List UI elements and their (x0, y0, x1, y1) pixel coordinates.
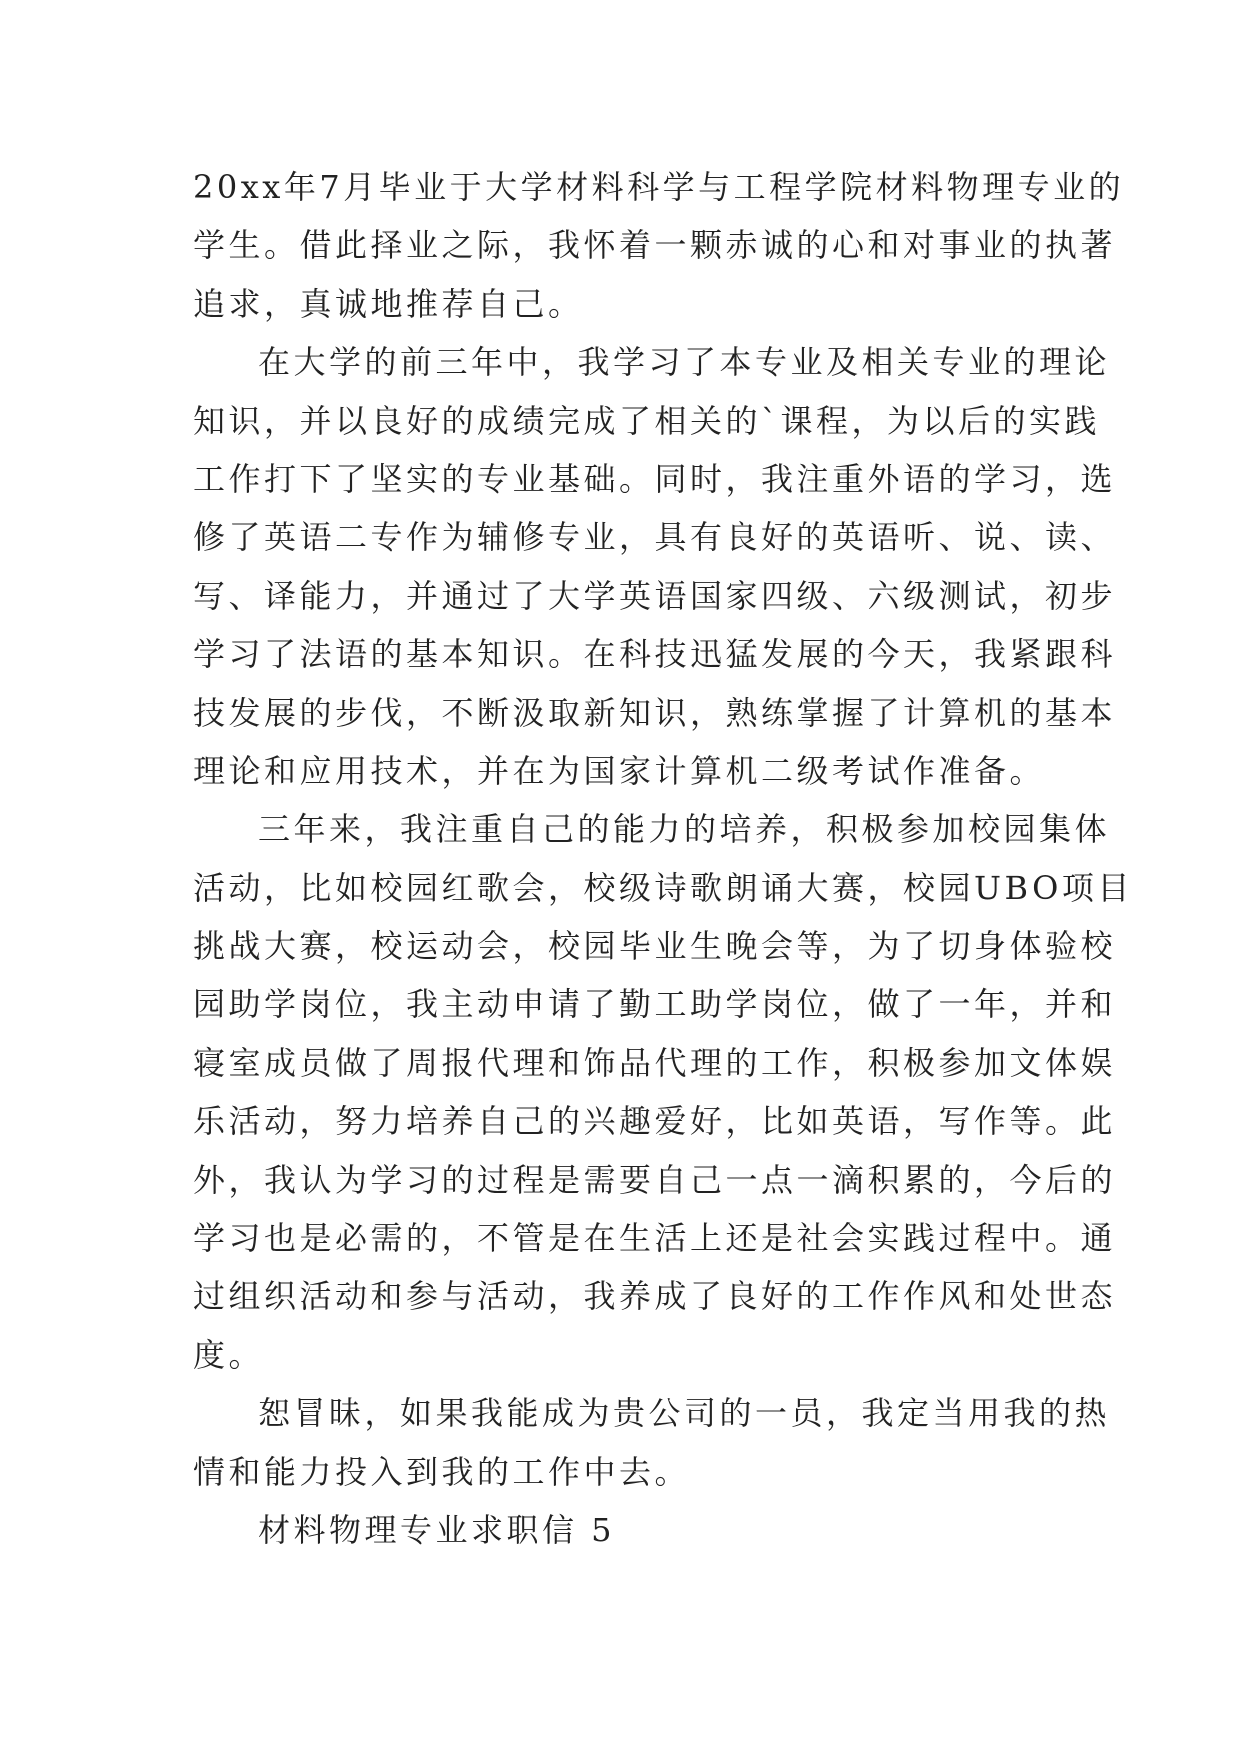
text-line: 修了英语二专作为辅修专业，具有良好的英语听、说、读、 (193, 518, 1117, 557)
paragraph-4 (193, 1384, 1111, 1501)
paragraph-1 (193, 158, 1125, 333)
text-line: 技发展的步伐，不断汲取新知识，熟练掌握了计算机的基本 (193, 693, 1117, 732)
text-line: 三年来，我注重自己的能力的培养，积极参加校园集体 (258, 810, 1111, 849)
text-line: 恕冒昧，如果我能成为贵公司的一员，我定当用我的热 (258, 1394, 1111, 1433)
text-line: 在大学的前三年中，我学习了本专业及相关专业的理论 (258, 343, 1111, 382)
text-line: 学习了法语的基本知识。在科技迅猛发展的今天，我紧跟科 (193, 635, 1117, 674)
text-line: 外，我认为学习的过程是需要自己一点一滴积累的，今后的 (193, 1160, 1117, 1199)
text-line: 过组织活动和参与活动，我养成了良好的工作作风和处世态 (193, 1277, 1117, 1316)
text-line: 理论和应用技术，并在为国家计算机二级考试作准备。 (193, 751, 1046, 790)
document-body (193, 158, 1133, 1559)
text-line: 20xx年7月毕业于大学材料科学与工程学院材料物理专业的 (193, 168, 1125, 206)
paragraph-3 (193, 800, 1133, 1384)
text-line: 追求，真诚地推荐自己。 (193, 284, 584, 323)
heading-text: 材料物理专业求职信 5 (258, 1510, 616, 1549)
text-line: 工作打下了坚实的专业基础。同时，我注重外语的学习，选 (193, 459, 1117, 498)
text-line: 乐活动，努力培养自己的兴趣爱好，比如英语，写作等。此 (193, 1102, 1117, 1141)
text-line: 挑战大赛，校运动会，校园毕业生晚会等，为了切身体验校 (193, 927, 1117, 966)
text-line: 知识，并以良好的成绩完成了相关的`课程，为以后的实践 (193, 401, 1101, 440)
section-heading (193, 1501, 1073, 1559)
text-line: 寝室成员做了周报代理和饰品代理的工作，积极参加文体娱 (193, 1043, 1117, 1082)
text-line: 活动，比如校园红歌会，校级诗歌朗诵大赛，校园UBO项目 (193, 868, 1133, 907)
text-line: 度。 (193, 1335, 265, 1374)
text-line: 写、译能力，并通过了大学英语国家四级、六级测试，初步 (193, 576, 1117, 615)
text-line: 园助学岗位，我主动申请了勤工助学岗位，做了一年，并和 (193, 985, 1117, 1024)
text-line: 情和能力投入到我的工作中去。 (193, 1452, 691, 1491)
paragraph-2 (193, 333, 1117, 800)
text-line: 学生。借此择业之际，我怀着一颗赤诚的心和对事业的执著 (193, 226, 1117, 265)
text-line: 学习也是必需的，不管是在生活上还是社会实践过程中。通 (193, 1219, 1117, 1258)
